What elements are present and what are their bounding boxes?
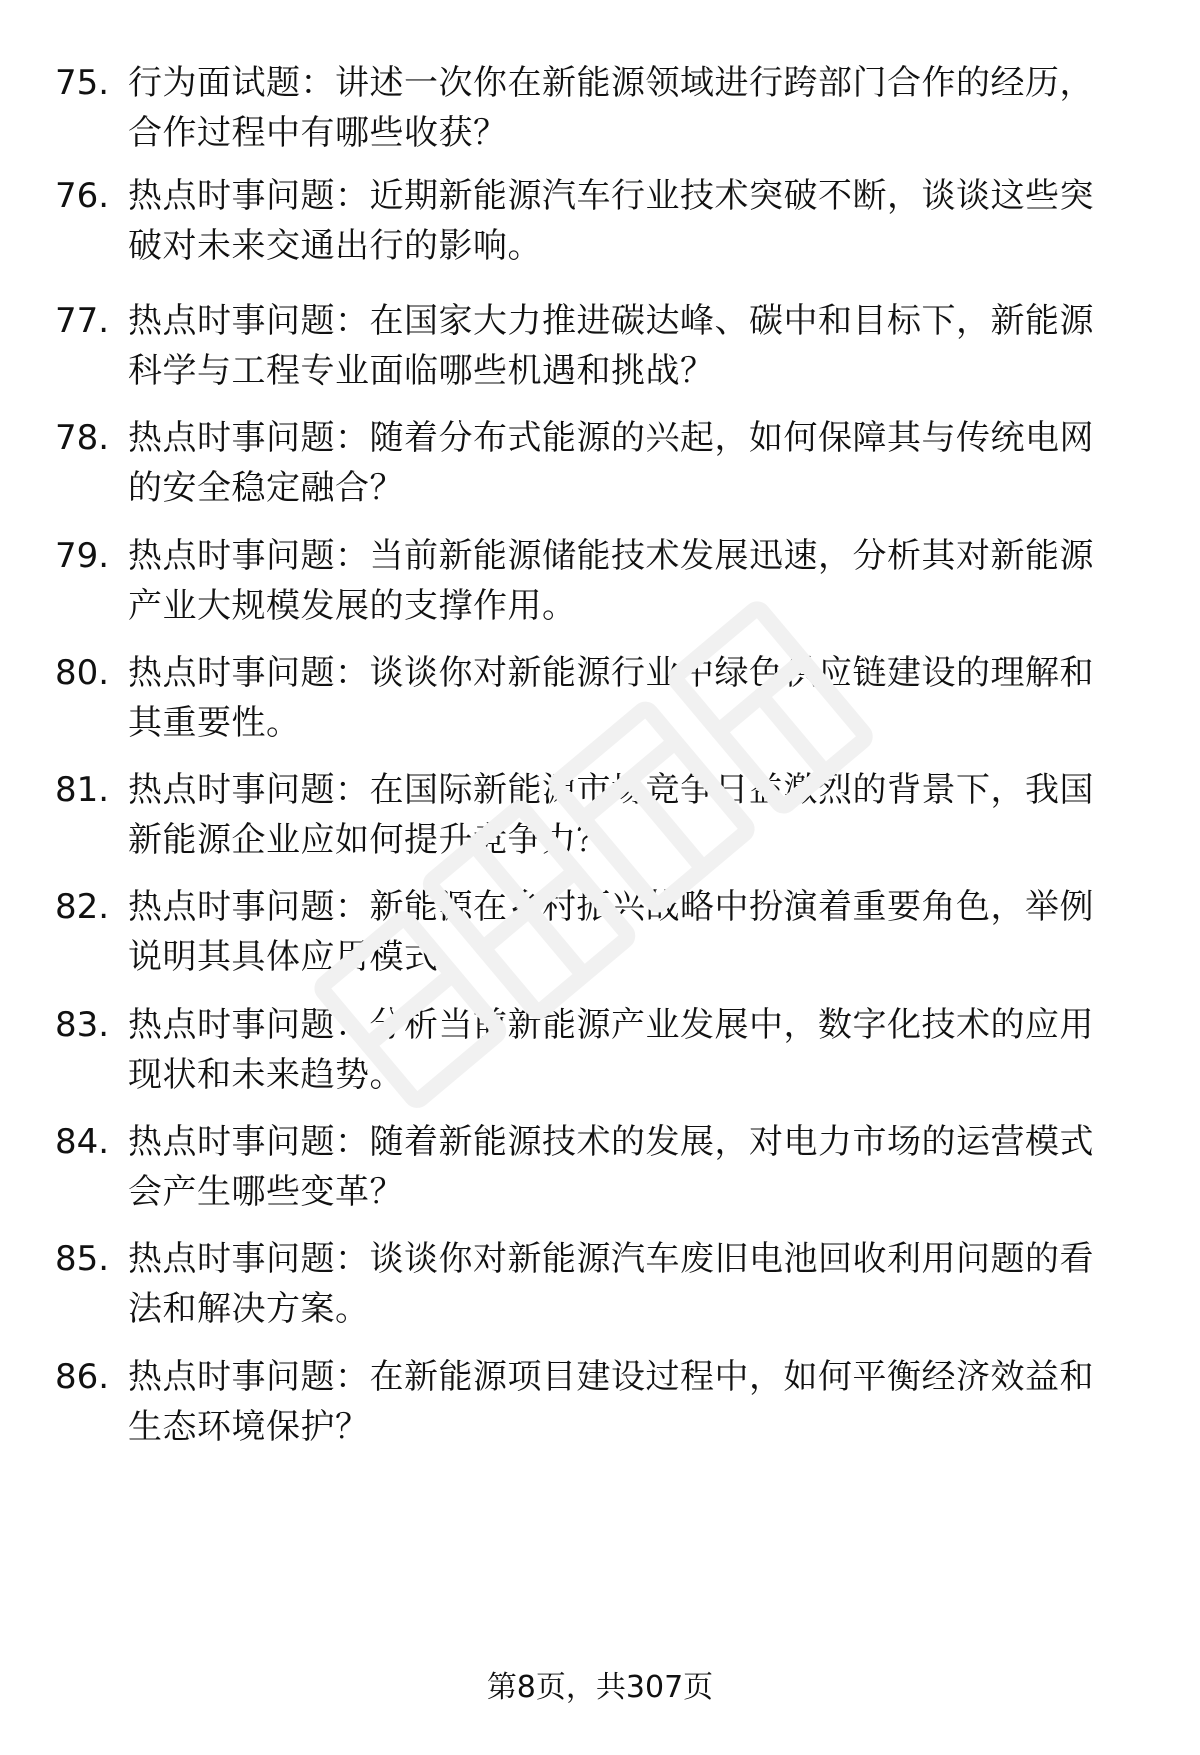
question-text bbox=[128, 1352, 1138, 1452]
question-number: 77. bbox=[55, 301, 110, 341]
question-line: 现状和未来趋势。 bbox=[128, 1055, 404, 1095]
question-line: 热点时事问题：谈谈你对新能源行业中绿色供应链建设的理解和 bbox=[128, 653, 1094, 693]
question-text bbox=[128, 648, 1138, 748]
question-line: 行为面试题：讲述一次你在新能源领域进行跨部门合作的经历， bbox=[128, 63, 1094, 103]
question-item bbox=[55, 1117, 1145, 1227]
question-line: 说明其具体应用模式。 bbox=[128, 937, 473, 977]
question-item bbox=[55, 882, 1145, 992]
question-number: 83. bbox=[55, 1005, 110, 1045]
question-line: 会产生哪些变革？ bbox=[128, 1172, 404, 1212]
question-line: 其重要性。 bbox=[128, 703, 301, 743]
question-number: 82. bbox=[55, 887, 110, 927]
question-text bbox=[128, 58, 1138, 158]
question-text bbox=[128, 296, 1138, 396]
question-line: 热点时事问题：分析当前新能源产业发展中，数字化技术的应用 bbox=[128, 1005, 1094, 1045]
question-text bbox=[128, 413, 1138, 513]
question-number: 75. bbox=[55, 63, 110, 103]
question-line: 热点时事问题：在国际新能源市场竞争日益激烈的背景下，我国 bbox=[128, 770, 1094, 810]
question-line: 热点时事问题：谈谈你对新能源汽车废旧电池回收利用问题的看 bbox=[128, 1239, 1094, 1279]
question-item bbox=[55, 413, 1145, 523]
question-number: 78. bbox=[55, 418, 110, 458]
question-item bbox=[55, 765, 1145, 875]
question-item bbox=[55, 58, 1145, 168]
question-line: 热点时事问题：随着新能源技术的发展，对电力市场的运营模式 bbox=[128, 1122, 1094, 1162]
question-item bbox=[55, 1234, 1145, 1344]
question-line: 合作过程中有哪些收获？ bbox=[128, 113, 508, 153]
question-text bbox=[128, 882, 1138, 982]
question-line: 热点时事问题：近期新能源汽车行业技术突破不断，谈谈这些突 bbox=[128, 176, 1094, 216]
question-line: 热点时事问题：随着分布式能源的兴起，如何保障其与传统电网 bbox=[128, 418, 1094, 458]
question-line: 法和解决方案。 bbox=[128, 1289, 370, 1329]
question-number: 76. bbox=[55, 176, 110, 216]
question-text bbox=[128, 1000, 1138, 1100]
question-line: 热点时事问题：在新能源项目建设过程中，如何平衡经济效益和 bbox=[128, 1357, 1094, 1397]
question-line: 新能源企业应如何提升竞争力？ bbox=[128, 820, 611, 860]
question-item bbox=[55, 531, 1145, 641]
question-item bbox=[55, 296, 1145, 406]
question-line: 生态环境保护？ bbox=[128, 1407, 370, 1447]
question-number: 81. bbox=[55, 770, 110, 810]
question-item bbox=[55, 648, 1145, 758]
question-line: 科学与工程专业面临哪些机遇和挑战？ bbox=[128, 351, 715, 391]
question-text bbox=[128, 1117, 1138, 1217]
question-text bbox=[128, 531, 1138, 631]
question-item bbox=[55, 1352, 1145, 1462]
question-number: 86. bbox=[55, 1357, 110, 1397]
question-number: 85. bbox=[55, 1239, 110, 1279]
question-item bbox=[55, 171, 1145, 281]
page-number: 第8页，共307页 bbox=[486, 1670, 714, 1705]
question-number: 80. bbox=[55, 653, 110, 693]
question-number: 84. bbox=[55, 1122, 110, 1162]
question-text bbox=[128, 171, 1138, 271]
question-number: 79. bbox=[55, 536, 110, 576]
question-line: 热点时事问题：在国家大力推进碳达峰、碳中和目标下，新能源 bbox=[128, 301, 1094, 341]
question-item bbox=[55, 1000, 1145, 1110]
question-line: 热点时事问题：新能源在乡村振兴战略中扮演着重要角色，举例 bbox=[128, 887, 1094, 927]
question-line: 的安全稳定融合？ bbox=[128, 468, 404, 508]
question-text bbox=[128, 765, 1138, 865]
question-line: 产业大规模发展的支撑作用。 bbox=[128, 586, 577, 626]
question-text bbox=[128, 1234, 1138, 1334]
question-line: 破对未来交通出行的影响。 bbox=[128, 226, 542, 266]
question-line: 热点时事问题：当前新能源储能技术发展迅速，分析其对新能源 bbox=[128, 536, 1094, 576]
